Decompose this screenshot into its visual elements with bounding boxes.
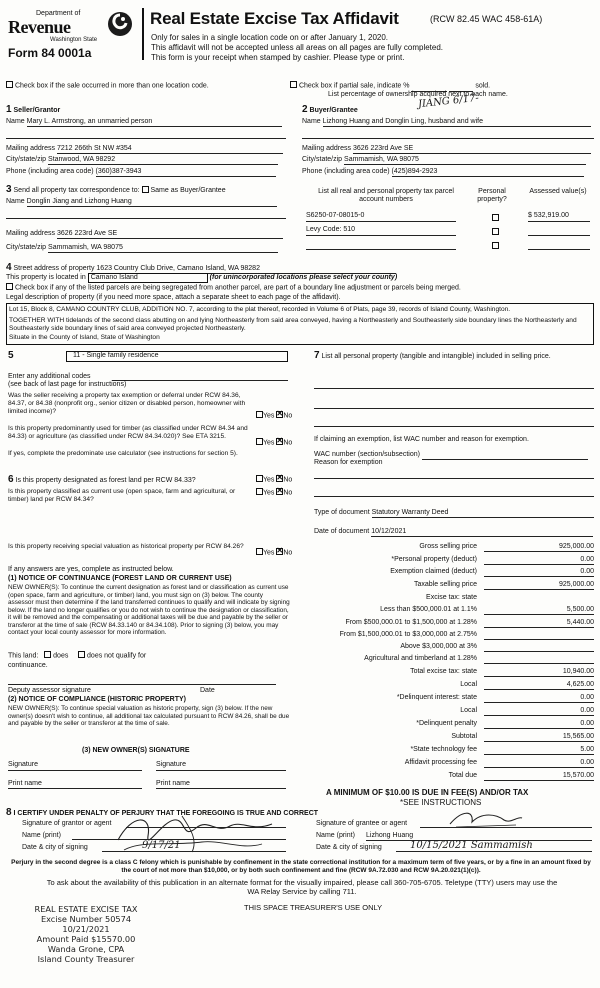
seller-city-field[interactable]: Stanwood, WA 98292 <box>48 156 278 165</box>
calc-row <box>314 543 594 554</box>
yes-label: Yes <box>263 549 275 557</box>
legal-description-1: Lot 15, Block 8, CAMANO COUNTRY CLUB, ADDITION NO. 7, according to the plat thereof, recorded in Volume 6 of Plats, page 39, records of Island County, Washington. <box>9 306 511 313</box>
buyer-mailing-row <box>302 145 591 154</box>
no-label: No <box>283 412 293 420</box>
segregated-row <box>6 284 461 293</box>
seller-name-line2[interactable] <box>6 138 286 139</box>
deputy-date-label: Date <box>200 687 215 694</box>
forest-question <box>8 474 293 486</box>
historic-answer <box>256 549 292 558</box>
timber-yes-checkbox[interactable] <box>256 438 263 445</box>
correspondence-city-row <box>6 244 278 253</box>
correspondence-mailing-field[interactable]: 3626 223rd Ave SE <box>57 230 283 239</box>
calc-label: From $1,500,000.01 to $3,000,000 at 2.75% <box>339 631 477 638</box>
calc-row <box>314 606 594 617</box>
parcel-col-header: List all real and personal property tax parcel account numbers <box>318 188 454 204</box>
assessed-col-header: Assessed value(s) <box>529 188 587 195</box>
certify-text: I CERTIFY UNDER PENALTY OF PERJURY THAT THE FOREGOING IS TRUE AND CORRECT <box>13 810 319 817</box>
parcel-table <box>302 186 594 254</box>
buyer-city-field[interactable]: Sammamish, WA 98075 <box>344 156 586 165</box>
revenue-swirl-icon <box>106 10 134 38</box>
exemption-reason-label: Reason for exemption <box>314 459 383 466</box>
correspondence-name-label: Name <box>6 198 25 205</box>
parcel-number-field[interactable] <box>306 240 456 250</box>
forest-answer <box>256 476 292 485</box>
grantee-block <box>316 818 596 858</box>
ownership-note: List percentage of ownership acquired next to each name. <box>328 91 508 98</box>
grantor-date-field[interactable]: 9/17/21 <box>102 840 286 852</box>
correspondence-name-line2[interactable] <box>6 218 286 219</box>
seller-heading-num: 1 <box>6 104 12 115</box>
grantee-name-label: Name (print) <box>316 832 355 839</box>
buyer-phone-label: Phone (including area code) <box>302 168 390 175</box>
revenue-logo <box>6 6 138 62</box>
calc-label: Less than $500,000.01 at 1.1% <box>380 606 477 613</box>
parcel-row <box>302 212 594 224</box>
does-label: does <box>53 652 69 660</box>
calc-label: From $500,000.01 to $1,500,000 at 1.28% <box>345 619 477 626</box>
calc-value[interactable]: 5,440.00 <box>484 619 594 628</box>
calc-label: Gross selling price <box>419 543 477 550</box>
new-owner-signature-2[interactable] <box>156 770 286 771</box>
calc-label: Total excise tax: state <box>410 668 477 675</box>
legal-situate-box[interactable] <box>6 332 594 344</box>
personal-property-line-3[interactable] <box>314 426 594 427</box>
yes-label: Yes <box>263 412 275 420</box>
current-use-question <box>8 488 293 506</box>
correspondence-city-label: City/state/zip <box>6 244 47 251</box>
current-use-no-checkbox[interactable] <box>276 488 283 495</box>
multi-location-label: Check box if the sale occurred in more than one location code. <box>14 82 209 90</box>
calc-value[interactable]: 4,625.00 <box>484 681 594 690</box>
calc-value[interactable]: 925,000.00 <box>484 543 594 552</box>
this-land-label: This land: <box>8 652 39 660</box>
historic-question <box>8 543 293 561</box>
notice1-title: (1) NOTICE OF CONTINUANCE (FOREST LAND OR CURRENT USE) <box>8 575 232 582</box>
assessed-value-field[interactable] <box>528 226 590 236</box>
correspondence-heading-text: Send all property tax correspondence to: <box>13 187 140 194</box>
timber-no-checkbox[interactable] <box>276 438 283 445</box>
personal-property-checkbox[interactable] <box>492 242 499 249</box>
correspondence-city-field[interactable]: Sammamish, WA 98075 <box>48 244 278 253</box>
current-use-answer <box>256 489 292 498</box>
dept-line: Department of <box>36 10 81 17</box>
form-rcw: (RCW 82.45 WAC 458-61A) <box>430 14 543 24</box>
street-field[interactable]: 1623 Country Club Drive, Camano Island, WA 98282 <box>96 265 396 274</box>
seller-phone-label: Phone (including area code) <box>6 168 94 175</box>
correspondence-name-row <box>6 198 277 207</box>
grantor-block <box>22 818 292 858</box>
personal-col-header: Personal property? <box>477 188 507 204</box>
buyer-handwritten-note: JIANG 6/17- <box>417 92 480 111</box>
multi-location-checkbox[interactable] <box>6 81 13 88</box>
doc-date-label: Date of document <box>314 528 370 535</box>
seller-phone-field[interactable]: (360)387-3943 <box>96 168 276 177</box>
buyer-city-label: City/state/zip <box>302 156 343 163</box>
calc-value[interactable]: 925,000.00 <box>484 581 594 590</box>
personal-property-line-2[interactable] <box>314 408 594 409</box>
calc-label: Above $3,000,000 at 3% <box>400 643 477 650</box>
calc-value[interactable]: 5.00 <box>484 746 594 755</box>
parcel-row <box>302 240 594 252</box>
revenue-wordmark: Revenue <box>8 17 71 37</box>
buyer-heading <box>302 104 358 116</box>
calc-label: Local <box>460 707 477 714</box>
calc-label: *State technology fee <box>410 746 477 753</box>
see-instructions: *SEE INSTRUCTIONS <box>400 798 482 807</box>
does-not-checkbox[interactable] <box>78 651 85 658</box>
doc-date-row <box>314 528 593 537</box>
correspondence-mailing-row <box>6 230 283 239</box>
calc-row <box>314 631 594 642</box>
seller-phone-row <box>6 168 276 177</box>
calc-value[interactable]: 10,940.00 <box>484 668 594 677</box>
calc-label: Affidavit processing fee <box>404 759 477 766</box>
exemption-wac-heading: If claiming an exemption, list WAC number and reason for exemption. <box>314 436 529 443</box>
partial-sold-label: sold. <box>475 82 491 90</box>
exemption-reason-line-2[interactable] <box>314 496 594 497</box>
exemption-no-checkbox[interactable] <box>276 411 283 418</box>
section7-num: 7 <box>314 350 320 361</box>
seller-name-field[interactable]: Mary L. Armstrong, an unmarried person <box>27 118 282 127</box>
calc-label: *Delinquent penalty <box>416 720 477 727</box>
stamp-line: Island County Treasurer <box>37 954 135 964</box>
calc-value[interactable]: 0.00 <box>484 694 594 703</box>
seller-heading <box>6 104 60 116</box>
subtitle-3: This form is your receipt when stamped by cashier. Please type or print. <box>151 53 405 62</box>
signature-label-2: Signature <box>156 761 186 768</box>
calc-value[interactable]: 0.00 <box>484 556 594 565</box>
assessed-value-field[interactable]: $ 532,919.00 <box>528 212 590 222</box>
correspondence-mailing-label: Mailing address <box>6 230 56 237</box>
seller-name-label: Name <box>6 118 25 125</box>
calc-value[interactable]: 15,565.00 <box>484 733 594 742</box>
deputy-signature-label: Deputy assessor signature <box>8 687 91 694</box>
yes-label: Yes <box>263 476 275 484</box>
calc-value[interactable] <box>484 631 594 640</box>
same-as-buyer-checkbox[interactable] <box>142 186 149 193</box>
partial-sale-label: Check box if partial sale, indicate % <box>298 82 410 90</box>
grantor-name-label: Name (print) <box>22 832 61 839</box>
timber-question <box>8 425 293 449</box>
stamp-line: Wanda Grone, CPA <box>47 944 125 954</box>
calc-row <box>314 694 594 705</box>
partial-sale-checkbox[interactable] <box>290 81 297 88</box>
qualify-row <box>8 652 146 661</box>
buyer-name-row <box>302 118 591 127</box>
notice1-body: NEW OWNER(S): To continue the current designation as forest land or classification as current use (open space, farm and agriculture, or timber) land, you must sign on (3) below. The county assessor must then determine if the land transferred continues to qualify and will indicate by signing below. If the land no longer qualifies or you do not wish to continue the designation or classification, it will be removed and the compensating or additional taxes will be due and payable by the seller or transferor at the time of sale (RCW 84.33.140 or 84.34.108). Prior to signing (3) below, you may contact your local county assessor for more information. <box>8 584 290 637</box>
total-due-row <box>314 772 594 783</box>
availability-notice: To ask about the availability of this publication in an alternate format for the visually impaired, please call 360-705-6705. Teletype (TTY) users may use the WA Relay Service by calling 711. <box>46 878 558 896</box>
no-label: No <box>283 549 293 557</box>
forest-yes-checkbox[interactable] <box>256 475 263 482</box>
parcel-row <box>302 226 594 238</box>
timber-question-text: Is this property predominantly used for timber (as classified under RCW 84.34 and 84.33) or agriculture (as classified under RCW 84.34.020)? See ETA 3215. <box>8 425 248 440</box>
stamp-line: REAL ESTATE EXCISE TAX <box>34 904 138 914</box>
calc-row <box>314 668 594 679</box>
legal-box-bottom <box>6 344 594 345</box>
calc-row <box>314 733 594 744</box>
print-name-label-2: Print name <box>156 780 190 787</box>
calc-label: Taxable selling price <box>413 581 477 588</box>
additional-codes-field[interactable] <box>112 373 288 381</box>
form-title: Real Estate Excise Tax Affidavit <box>150 9 399 28</box>
historic-no-checkbox[interactable] <box>276 548 283 555</box>
buyer-phone-row <box>302 168 584 177</box>
grantee-date-field[interactable]: 10/15/2021 Sammamish <box>396 840 592 852</box>
seller-mailing-field[interactable]: 7212 266th St NW #354 <box>57 145 283 154</box>
new-owner-sign-row <box>8 761 290 800</box>
no-label: No <box>283 489 293 497</box>
calc-row <box>314 581 594 592</box>
property-heading-num: 4 <box>6 262 12 273</box>
answers-note: If any answers are yes, complete as instructed below. <box>8 566 174 573</box>
exemption-question <box>8 392 293 424</box>
seller-city-label: City/state/zip <box>6 156 47 163</box>
notice2-title: (2) NOTICE OF COMPLIANCE (HISTORIC PROPERTY) <box>8 696 186 703</box>
exemption-reason-line-1[interactable] <box>314 478 594 479</box>
yes-label: Yes <box>263 489 275 497</box>
buyer-mailing-field[interactable]: 3626 223rd Ave SE <box>353 145 591 154</box>
calc-value[interactable]: 0.00 <box>484 568 594 577</box>
subtitle-1: Only for sales in a single location code on or after January 1, 2020. <box>151 33 389 42</box>
stamp-line: Amount Paid $15570.00 <box>36 934 136 944</box>
does-not-label: does not qualify for <box>87 652 147 660</box>
stamp-line: 10/21/2021 <box>62 924 110 934</box>
tax-calculation <box>314 543 594 773</box>
calc-label: *Personal property (deduct) <box>391 556 477 563</box>
no-label: No <box>283 476 293 484</box>
forest-question-text: Is this property designated as forest land per RCW 84.33? <box>15 477 196 484</box>
located-label: This property is located in <box>6 274 86 281</box>
grantor-signature-scribble-icon <box>112 810 282 856</box>
located-row <box>6 273 397 283</box>
current-use-question-text: Is this property classified as current use (open space, farm and agricultural, or timber) land per RCW 84.34? <box>8 488 236 503</box>
doc-date-field[interactable]: 10/12/2021 <box>371 528 593 537</box>
calc-value[interactable]: 0.00 <box>484 707 594 716</box>
calc-label: Local <box>460 681 477 688</box>
buyer-heading-num: 2 <box>302 104 308 115</box>
legal-description-2: TOGETHER WITH tidelands of the second class abutting on and lying Northeasterly from said area conveyed, having a Northeasterly and Southeasterly side boundary lines the Northeasterly and Southeasterly side boundary lines of said area conveyed projected Northeasterly. <box>9 316 577 332</box>
calc-row <box>314 655 594 666</box>
section8-num: 8 <box>6 807 12 818</box>
exemption-yes-checkbox[interactable] <box>256 411 263 418</box>
signature-label-1: Signature <box>8 761 38 768</box>
calc-value[interactable]: 0.00 <box>484 759 594 768</box>
segregated-label: Check box if any of the listed parcels are being segregated from another parcel, are part of a boundary line adjustment or parcels being merged. <box>14 284 461 292</box>
exemption-answer <box>256 412 292 421</box>
segregated-checkbox[interactable] <box>6 283 13 290</box>
total-due-value[interactable]: 15,570.00 <box>484 772 594 781</box>
seller-heading-text: Seller/Grantor <box>13 107 61 114</box>
exemption-question-text: Was the seller receiving a property tax exemption or deferral under RCW 84.36, 84.37, or 84.38 (nonprofit org., senior citizen or disabled person, homeowner with limited income)? <box>8 392 246 415</box>
calc-row <box>314 643 594 654</box>
personal-property-checkbox[interactable] <box>492 228 499 235</box>
section5-num: 5 <box>8 350 14 361</box>
calc-value[interactable] <box>484 643 594 652</box>
buyer-phone-field[interactable]: (425)894-2923 <box>392 168 584 177</box>
doc-type-field[interactable]: Statutory Warranty Deed <box>372 509 594 518</box>
calc-row <box>314 568 594 579</box>
form-number: Form 84 0001a <box>8 46 92 60</box>
new-owner-signature-1[interactable] <box>8 770 142 771</box>
buyer-name-label: Name <box>302 118 321 125</box>
personal-property-checkbox[interactable] <box>492 214 499 221</box>
timber-answer <box>256 439 292 448</box>
personal-property-line-1[interactable] <box>314 388 594 389</box>
calc-label: Agricultural and timberland at 1.28% <box>364 655 477 662</box>
correspondence-heading-num: 3 <box>6 184 12 195</box>
continuance-label: continuance. <box>8 662 48 669</box>
grantee-date-label: Date & city of signing <box>316 844 382 851</box>
buyer-name-line2[interactable] <box>302 138 594 139</box>
minimum-fee-note: A MINIMUM OF $10.00 IS DUE IN FEE(S) AND/OR TAX <box>326 788 529 797</box>
seller-name-row <box>6 118 288 127</box>
multi-location-row <box>6 82 209 91</box>
use-code-select[interactable]: 11 - Single family residence <box>66 351 288 362</box>
calc-value[interactable]: 5,500.00 <box>484 606 594 615</box>
calc-label: Total due <box>448 772 477 779</box>
calc-row <box>314 720 594 731</box>
calc-row <box>314 556 594 567</box>
notice2-body: NEW OWNER(S): To continue special valuation as historic property, sign (3) below. If the new owner(s) doesn't wish to continue, all additional tax calculated pursuant to RCW 84.26, shall be due and payable by the seller or transferor at the time of sale. <box>8 705 290 728</box>
parcel-number-field[interactable]: S6250-07-08015-0 <box>306 212 456 222</box>
treasurer-only-label: THIS SPACE TREASURER'S USE ONLY <box>244 903 383 912</box>
section6-num: 6 <box>8 474 14 485</box>
section7-heading <box>314 350 594 362</box>
calc-value[interactable] <box>484 655 594 664</box>
seller-city-row <box>6 156 278 165</box>
deputy-signature-line[interactable] <box>8 684 276 685</box>
buyer-heading-text: Buyer/Grantee <box>309 107 358 114</box>
calc-label: *Delinquent interest: state <box>396 694 477 701</box>
buyer-city-row <box>302 156 586 165</box>
located-select[interactable]: Camano Island <box>88 273 208 283</box>
doc-type-label: Type of document <box>314 509 370 516</box>
legal-label: Legal description of property (if you need more space, attach a separate sheet to each page of the affidavit). <box>6 294 341 301</box>
legal-description-3: Situate in the County of Island, State of Washington <box>9 334 160 341</box>
calc-row <box>314 619 594 630</box>
current-use-yes-checkbox[interactable] <box>256 488 263 495</box>
print-name-label-1: Print name <box>8 780 42 787</box>
grantee-signature-label: Signature of grantee or agent <box>316 820 408 827</box>
buyer-mailing-label: Mailing address <box>302 145 352 152</box>
predominate-use-note: If yes, complete the predominate use calculator (see instructions for section 5). <box>8 450 238 457</box>
calc-value[interactable]: 0.00 <box>484 720 594 729</box>
subtitle-2: This affidavit will not be accepted unless all areas on all pages are fully completed. <box>151 43 444 52</box>
wac-number-field[interactable] <box>422 451 588 460</box>
calc-label: Excise tax: state <box>426 594 477 601</box>
section7-text: List all personal property (tangible and intangible) included in selling price. <box>321 353 551 360</box>
calc-label: Subtotal <box>451 733 477 740</box>
additional-codes-label: Enter any additional codes <box>8 373 91 380</box>
assessed-value-field[interactable] <box>528 240 590 250</box>
correspondence-name-field[interactable]: Donglin Jiang and Lizhong Huang <box>27 198 277 207</box>
calc-row <box>314 707 594 718</box>
correspondence-heading <box>6 184 226 196</box>
wac-number-label: WAC number (section/subsection) <box>314 451 420 458</box>
grantor-date-label: Date & city of signing <box>22 844 88 851</box>
forest-no-checkbox[interactable] <box>276 475 283 482</box>
calc-row <box>314 759 594 770</box>
grantee-name-field[interactable]: Lizhong Huang <box>366 832 592 841</box>
unincorporated-note: (for unincorporated locations please select your county) <box>209 274 398 281</box>
calc-row <box>314 746 594 757</box>
grantor-signature-label: Signature of grantor or agent <box>22 820 112 827</box>
grantee-signature-scribble-icon <box>446 808 526 830</box>
seller-mailing-label: Mailing address <box>6 145 56 152</box>
stamp-line: Excise Number 50574 <box>40 914 132 924</box>
calc-label: Exemption claimed (deduct) <box>390 568 477 575</box>
calc-row <box>314 594 594 605</box>
title-divider <box>142 8 144 60</box>
seller-mailing-row <box>6 145 283 154</box>
yes-label: Yes <box>263 439 275 447</box>
perjury-notice: Perjury in the second degree is a class C felony which is punishable by confinement in the state correctional institution for a maximum term of five years, or by a fine in an amount fixed by the court of not more than $10,000, or by both such confinement and fine (RCW 9A.72.030 and RCW 9A.20.021(1)(c)). <box>11 859 591 874</box>
parcel-number-field[interactable]: Levy Code: 510 <box>306 226 456 236</box>
doc-type-row <box>314 509 594 518</box>
calc-row <box>314 681 594 692</box>
street-label: Street address of property <box>13 265 95 272</box>
same-as-buyer-label: Same as Buyer/Grantee <box>150 187 226 194</box>
no-label: No <box>283 439 293 447</box>
historic-question-text: Is this property receiving special valuation as historical property per RCW 84.26? <box>8 543 244 550</box>
buyer-name-field[interactable]: Lizhong Huang and Donglin Ling, husband and wife <box>323 118 591 127</box>
wa-state-line: Washington State <box>50 37 98 43</box>
treasurer-stamp <box>6 904 166 964</box>
historic-yes-checkbox[interactable] <box>256 548 263 555</box>
notice3-title: (3) NEW OWNER(S) SIGNATURE <box>82 747 190 754</box>
does-checkbox[interactable] <box>44 651 51 658</box>
see-back-note: (see back of last page for instructions) <box>8 381 127 388</box>
